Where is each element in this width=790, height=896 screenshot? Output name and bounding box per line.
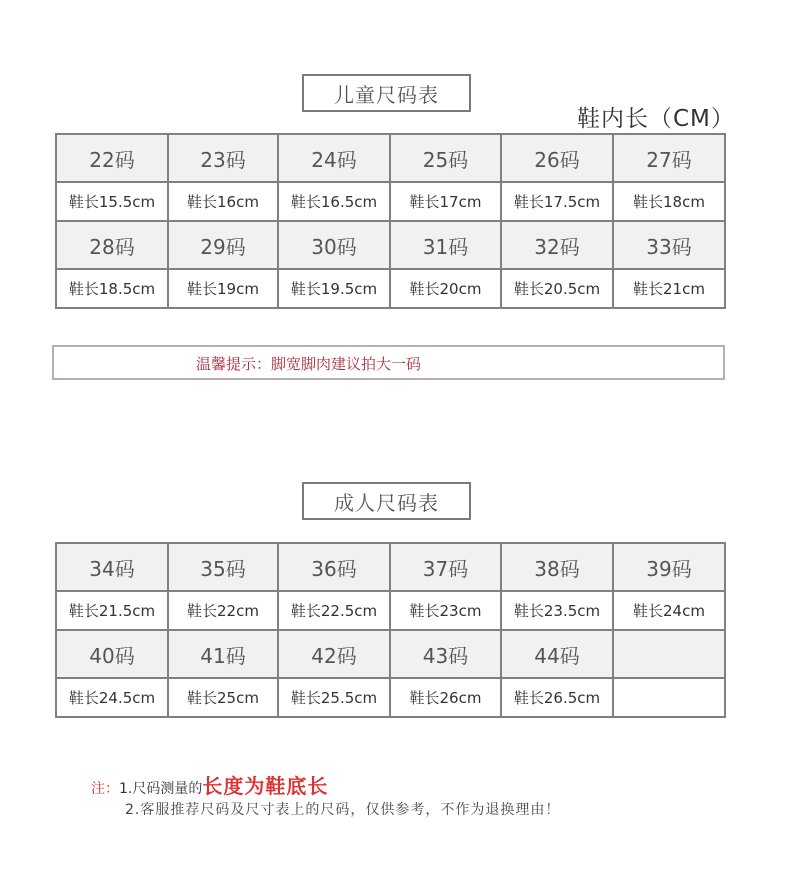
size-cell: 39码 xyxy=(613,543,725,591)
size-cell: 42码 xyxy=(278,630,390,678)
length-cell: 鞋长17.5cm xyxy=(501,182,613,221)
size-cell: 35码 xyxy=(168,543,278,591)
size-cell: 29码 xyxy=(168,221,278,269)
adult-size-table xyxy=(55,542,726,718)
length-cell: 鞋长18.5cm xyxy=(56,269,168,308)
size-cell: 32码 xyxy=(501,221,613,269)
size-cell: 40码 xyxy=(56,630,168,678)
size-cell: 24码 xyxy=(278,134,390,182)
length-cell: 鞋长22.5cm xyxy=(278,591,390,630)
size-cell: 37码 xyxy=(390,543,501,591)
length-cell: 鞋长16.5cm xyxy=(278,182,390,221)
empty-cell xyxy=(613,630,725,678)
length-cell: 鞋长21cm xyxy=(613,269,725,308)
kids-size-row-2 xyxy=(56,221,725,269)
size-cell: 38码 xyxy=(501,543,613,591)
size-cell: 44码 xyxy=(501,630,613,678)
kids-size-chart-title: 儿童尺码表 xyxy=(302,74,471,112)
length-cell: 鞋长21.5cm xyxy=(56,591,168,630)
kids-size-row-1 xyxy=(56,134,725,182)
length-cell: 鞋长16cm xyxy=(168,182,278,221)
length-cell: 鞋长20.5cm xyxy=(501,269,613,308)
note-prefix: 注： xyxy=(91,781,119,797)
length-cell: 鞋长24cm xyxy=(613,591,725,630)
adult-size-row-1 xyxy=(56,543,725,591)
size-cell: 23码 xyxy=(168,134,278,182)
size-cell: 36码 xyxy=(278,543,390,591)
size-cell: 28码 xyxy=(56,221,168,269)
size-cell: 33码 xyxy=(613,221,725,269)
length-cell: 鞋长18cm xyxy=(613,182,725,221)
note-line-1 xyxy=(91,770,328,799)
size-cell: 26码 xyxy=(501,134,613,182)
size-cell: 27码 xyxy=(613,134,725,182)
length-cell: 鞋长24.5cm xyxy=(56,678,168,717)
length-cell: 鞋长25cm xyxy=(168,678,278,717)
length-cell: 鞋长23.5cm xyxy=(501,591,613,630)
size-cell: 30码 xyxy=(278,221,390,269)
kids-size-table xyxy=(55,133,726,309)
length-cell: 鞋长19cm xyxy=(168,269,278,308)
kids-length-row-2 xyxy=(56,269,725,308)
length-cell: 鞋长19.5cm xyxy=(278,269,390,308)
length-cell: 鞋长15.5cm xyxy=(56,182,168,221)
length-cell: 鞋长26.5cm xyxy=(501,678,613,717)
adult-length-row-2 xyxy=(56,678,725,717)
note-1-emphasis: 长度为鞋底长 xyxy=(202,774,329,798)
length-cell: 鞋长25.5cm xyxy=(278,678,390,717)
size-cell: 31码 xyxy=(390,221,501,269)
adult-length-row-1 xyxy=(56,591,725,630)
size-cell: 43码 xyxy=(390,630,501,678)
adult-size-chart-title: 成人尺码表 xyxy=(302,482,471,520)
tip-text: 温馨提示：脚宽脚肉建议拍大一码 xyxy=(196,355,422,373)
size-cell: 25码 xyxy=(390,134,501,182)
size-cell: 41码 xyxy=(168,630,278,678)
length-cell: 鞋长17cm xyxy=(390,182,501,221)
length-cell: 鞋长20cm xyxy=(390,269,501,308)
size-cell: 22码 xyxy=(56,134,168,182)
empty-cell xyxy=(613,678,725,717)
kids-length-row-1 xyxy=(56,182,725,221)
note-1-text: 1.尺码测量的 xyxy=(119,781,203,797)
adult-size-row-2 xyxy=(56,630,725,678)
unit-label: 鞋内长（CM） xyxy=(577,106,735,132)
size-cell: 34码 xyxy=(56,543,168,591)
length-cell: 鞋长23cm xyxy=(390,591,501,630)
length-cell: 鞋长22cm xyxy=(168,591,278,630)
length-cell: 鞋长26cm xyxy=(390,678,501,717)
note-line-2: 2.客服推荐尺码及尺寸表上的尺码，仅供参考，不作为退换理由！ xyxy=(125,802,561,818)
